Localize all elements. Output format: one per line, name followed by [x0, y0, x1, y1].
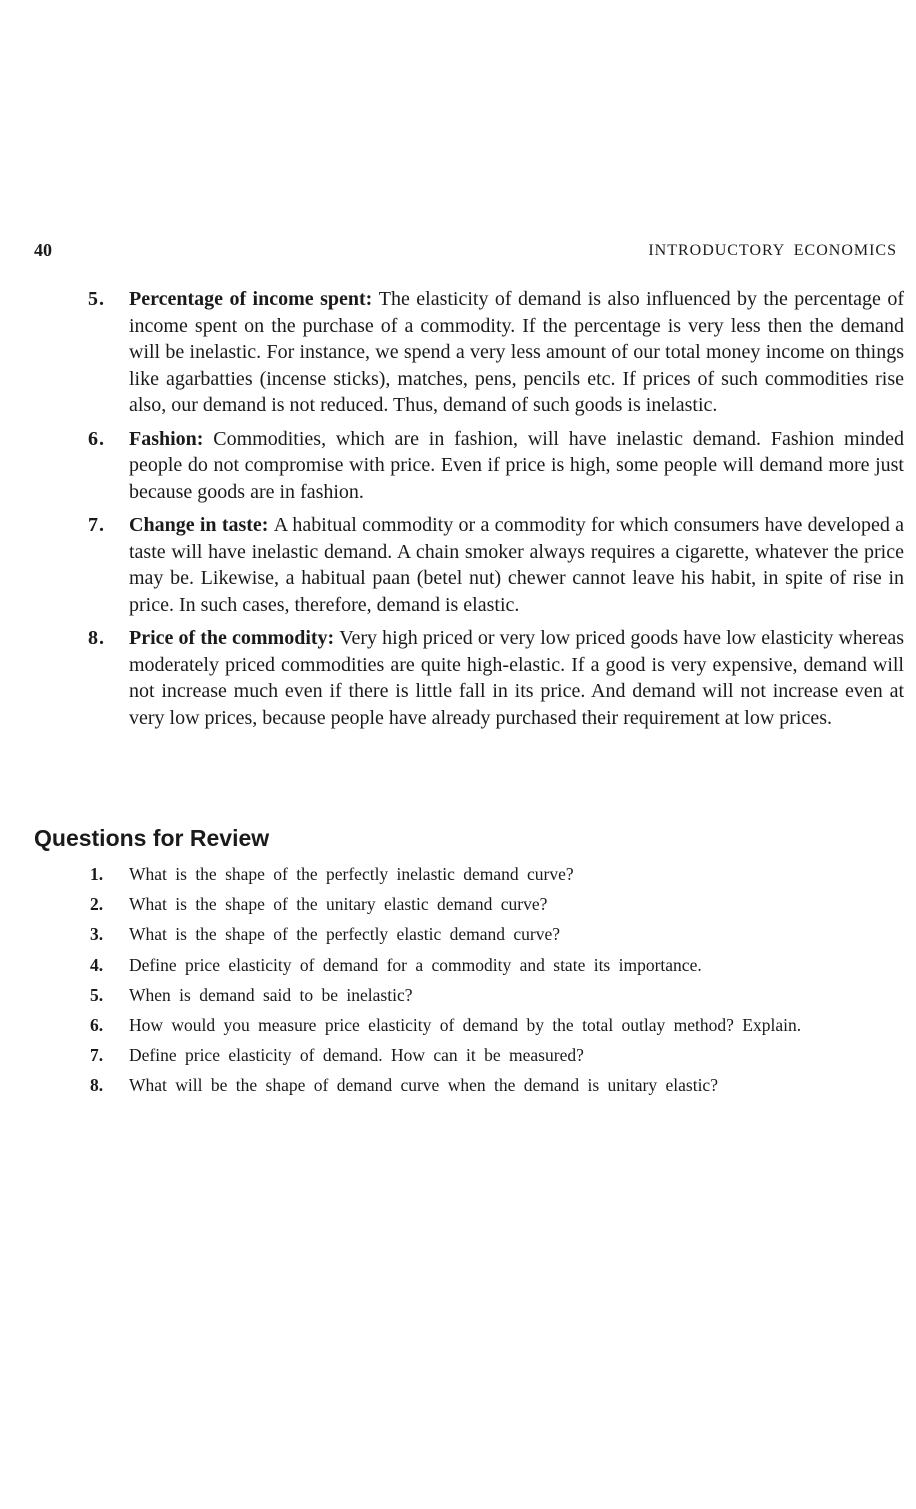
question-text: Define price elasticity of demand for a commodity and state its importance. [129, 954, 702, 975]
factor-title: Percentage of income spent: [129, 288, 379, 310]
review-question [90, 862, 900, 892]
review-question [90, 953, 900, 983]
question-number: 2. [90, 894, 104, 915]
question-text: What is the shape of the perfectly inelastic demand curve? [129, 864, 574, 884]
factor-number: 6. [88, 427, 105, 450]
question-number: 3. [90, 924, 104, 945]
factor-text: Very high priced or very low priced goods have low elasticity whereas moderately priced commodities are quite high-elastic. If a good is very expensive, demand will not increase much even if there is little fall in its price. And demand will not increase even at very low prices, because people have already purchased their requirement at low prices. [129, 627, 905, 729]
question-text: How would you measure price elasticity of demand by the total outlay method? Explain. [129, 1014, 802, 1035]
question-number: 7. [90, 1045, 104, 1066]
review-question [90, 983, 900, 1013]
review-question [90, 922, 900, 952]
factor-item [88, 426, 904, 506]
page-number: 40 [34, 240, 52, 260]
factor-text: Commodities, which are in fashion, will have inelastic demand. Fashion minded people do not compromise with price. Even if price is high, some people will demand more just because goods are in fashion. [129, 427, 905, 503]
factor-number: 7. [88, 514, 105, 536]
factor-title: Price of the commodity: [129, 627, 340, 649]
factor-title: Change in taste: [129, 514, 274, 536]
question-text: Define price elasticity of demand. How can it be measured? [129, 1045, 584, 1066]
question-number: 6. [90, 1014, 104, 1035]
question-text: What will be the shape of demand curve when the demand is unitary elastic? [129, 1075, 718, 1096]
factor-item [88, 625, 904, 731]
question-text: What is the shape of the unitary elastic demand curve? [129, 894, 548, 915]
factor-text: The elasticity of demand is also influenced by the percentage of income spent on the purchase of a commodity. If the percentage is very less then the demand will be inelastic. For instance, we spend a very less amount of our total money income on things like agarbatties (incense sticks), matches, pens, pencils etc. If prices of such commodities rise also, our demand is not reduced. Thus, demand of such goods is inelastic. [129, 288, 904, 416]
factor-title: Fashion: [129, 427, 214, 450]
question-number: 4. [90, 954, 104, 975]
factor-number: 5. [88, 288, 105, 310]
running-header-title: INTRODUCTORY ECONOMICS [648, 242, 897, 259]
review-question [90, 1073, 900, 1103]
factor-text: A habitual commodity or a commodity for which consumers have developed a taste will have inelastic demand. A chain smoker always requires a cigarette, whatever the price may be. Likewise, a habitual paan (betel nut) chewer cannot leave his habit, in spite of rise in price. In such cases, therefore, demand is elastic. [129, 514, 905, 616]
question-number: 1. [90, 864, 104, 884]
review-question [90, 892, 900, 922]
question-text: What is the shape of the perfectly elastic demand curve? [129, 924, 561, 945]
review-question [90, 1043, 900, 1073]
question-text: When is demand said to be inelastic? [129, 984, 413, 1005]
elasticity-factors-list [88, 286, 904, 738]
factor-item [88, 512, 904, 618]
review-questions-list [90, 862, 900, 1104]
factor-number: 8. [88, 627, 105, 649]
questions-for-review-heading: Questions for Review [34, 825, 270, 851]
question-number: 8. [90, 1075, 104, 1096]
question-number: 5. [90, 984, 104, 1005]
review-question [90, 1013, 900, 1043]
factor-item [88, 286, 904, 419]
